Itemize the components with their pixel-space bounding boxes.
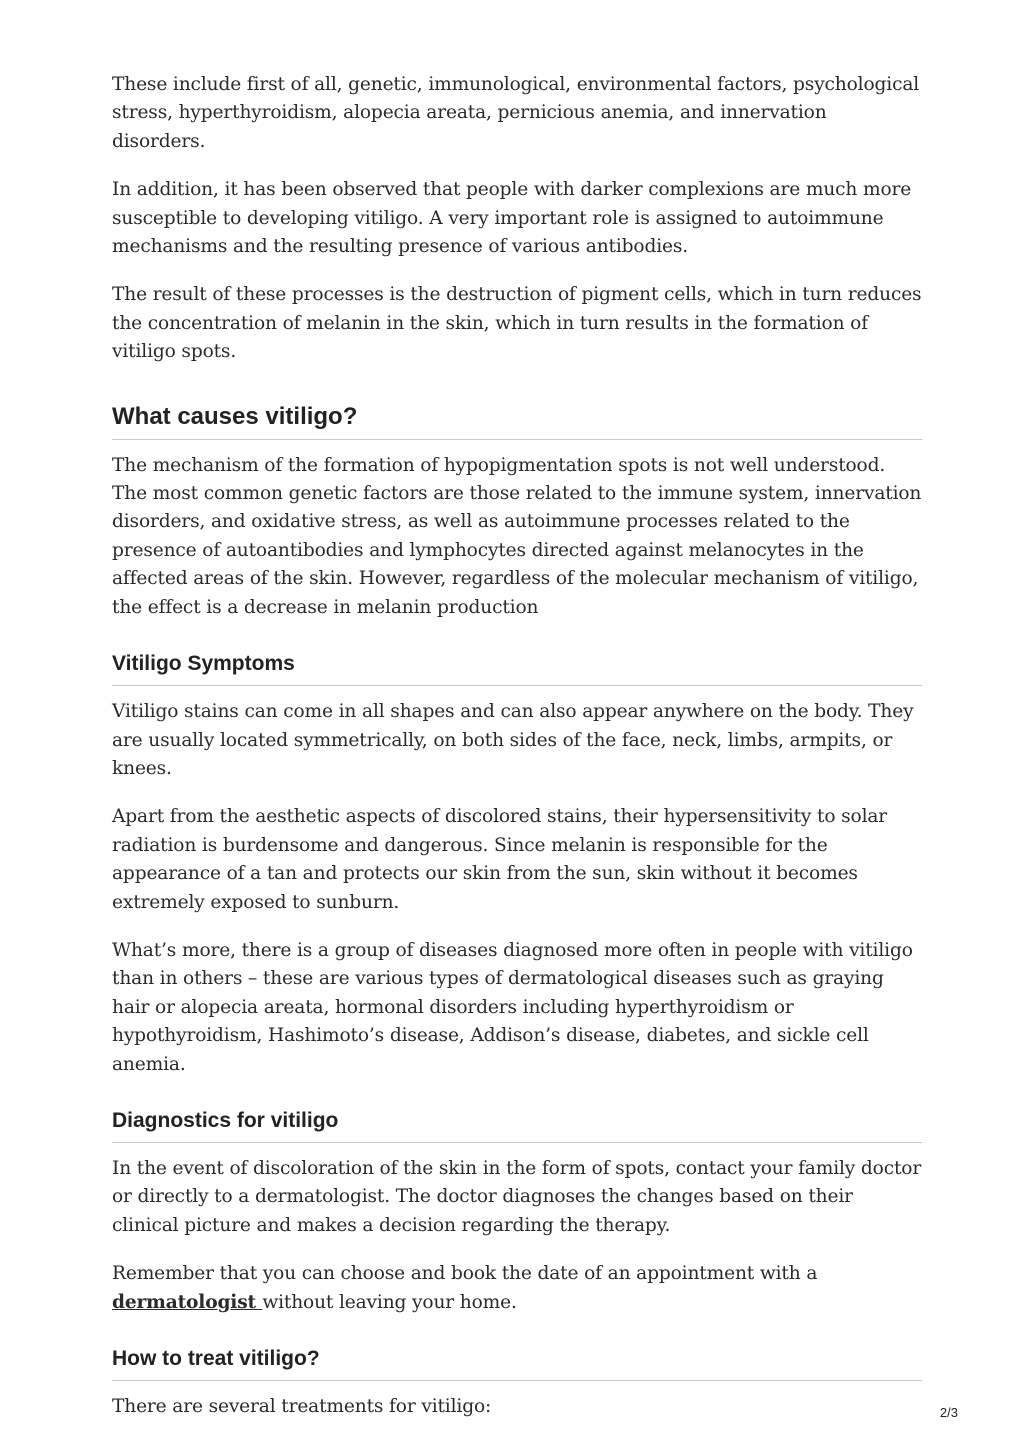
page-number: 2/3 xyxy=(939,1405,958,1420)
paragraph-appointment xyxy=(112,1260,922,1317)
paragraph-text: without leaving your home. xyxy=(262,1291,517,1313)
paragraph: In the event of discoloration of the skin in the form of spots, contact your family doctor or directly to a dermatologist. The doctor diagnoses the changes based on their clinical picture and makes a decision regarding the therapy. xyxy=(112,1157,922,1236)
heading-what-causes-vitiligo: What causes vitiligo? xyxy=(112,402,922,440)
paragraph: There are several treatments for vitiligo: xyxy=(112,1396,492,1417)
paragraph: Apart from the aesthetic aspects of discolored stains, their hypersensitivity to solar radiation is burdensome and dangerous. Since melanin is responsible for the appearance of a tan and protects our skin from the sun, skin without it becomes extremely exposed to sunburn. xyxy=(112,806,888,913)
paragraph: Vitiligo stains can come in all shapes and can also appear anywhere on the body. They are usually located symmetrically, on both sides of the face, neck, limbs, armpits, or knees. xyxy=(112,701,914,779)
paragraph-text: Remember that you can choose and book the date of an appointment with a xyxy=(112,1263,818,1285)
paragraph: What’s more, there is a group of diseases diagnosed more often in people with vitiligo than in others – these are various types of dermatological diseases such as graying hair or alopecia areata, hormonal disorders including hyperthyroidism or hypothyroidism, Hashimoto’s disease, Addison’s disease, diabetes, and sickle cell anemia. xyxy=(112,939,913,1075)
paragraph: These include first of all, genetic, immunological, environmental factors, psychological stress, hyperthyroidism, alopecia areata, pernicious anemia, and innervation disorders. xyxy=(112,74,920,152)
article-body xyxy=(112,71,922,1441)
paragraph: In addition, it has been observed that people with darker complexions are much more susceptible to developing vitiligo. A very important role is assigned to autoimmune mechanisms and the resulting presence of various antibodies. xyxy=(112,179,912,258)
heading-diagnostics-for-vitiligo: Diagnostics for vitiligo xyxy=(112,1108,922,1143)
heading-how-to-treat-vitiligo: How to treat vitiligo? xyxy=(112,1346,922,1381)
paragraph: The mechanism of the formation of hypopigmentation spots is not well understood. The most common genetic factors are those related to the immune system, innervation disorders, and oxidative stress, as well as autoimmune processes related to the presence of autoantibodies and lymphocytes directed against melanocytes in the affected areas of the skin. However, regardless of the molecular mechanism of vitiligo, the effect is a decrease in melanin production xyxy=(112,454,922,618)
dermatologist-link[interactable]: dermatologist xyxy=(112,1291,263,1313)
paragraph: The result of these processes is the destruction of pigment cells, which in turn reduces the concentration of melanin in the skin, which in turn results in the formation of vitiligo spots. xyxy=(112,284,922,363)
heading-vitiligo-symptoms: Vitiligo Symptoms xyxy=(112,651,922,686)
